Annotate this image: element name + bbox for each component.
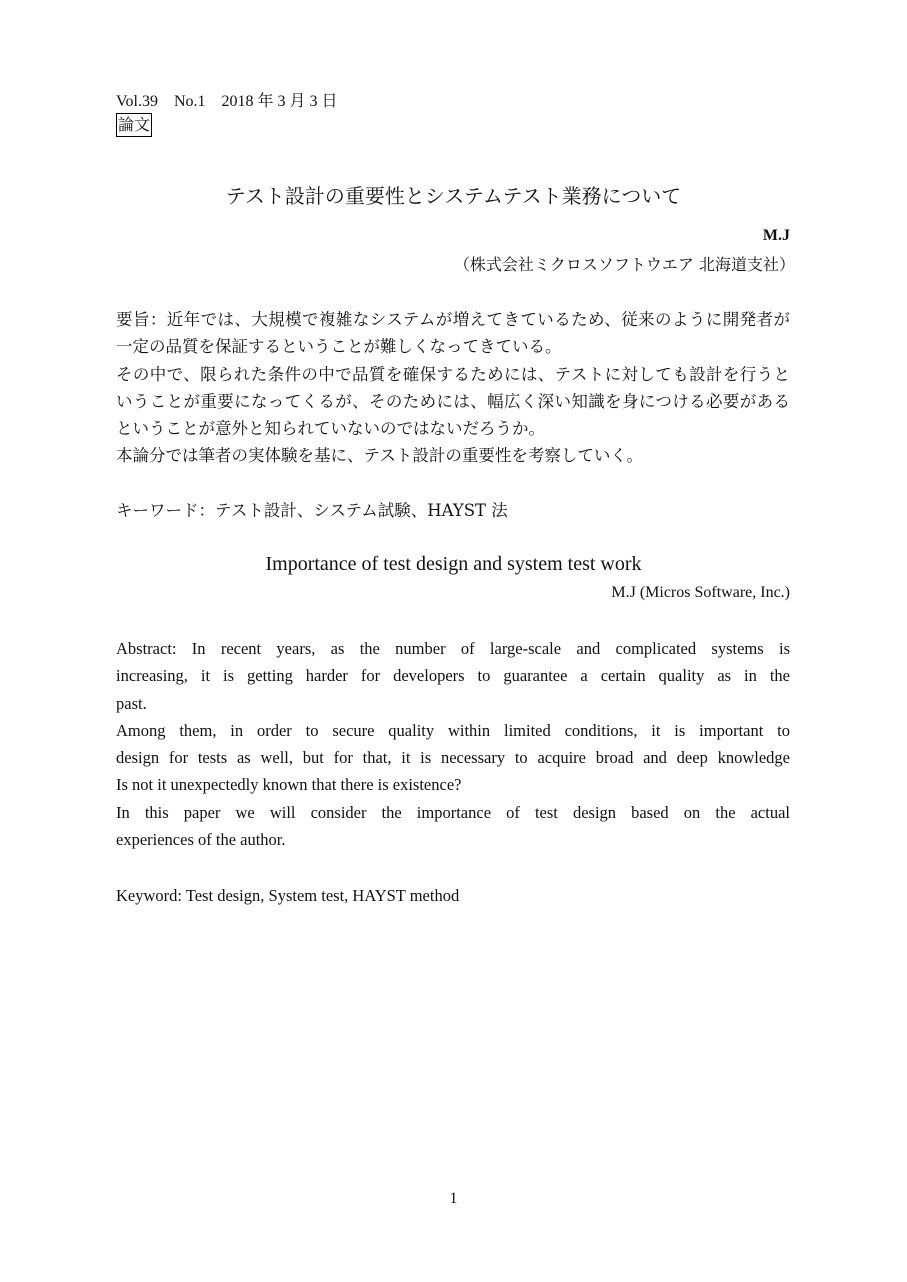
abstract-line: 要旨：近年では、大規模で複雑なシステムが増えてきているため、従来のように開発者が xyxy=(116,310,790,329)
abstract-line: design for tests as well, but for that, it is necessary to acquire broad and deep knowledge xyxy=(116,748,790,768)
japanese-author: M.J xyxy=(762,227,790,244)
english-author: M.J (Micros Software, Inc.) xyxy=(611,584,790,601)
english-title: Importance of test design and system test work xyxy=(265,553,642,575)
abstract-line: In this paper we will consider the importance of test design based on the actual xyxy=(116,802,790,822)
abstract-line: past. xyxy=(116,693,147,713)
english-keywords xyxy=(116,882,790,909)
abstract-line: Abstract: In recent years, as the number of large-scale and complicated systems is xyxy=(116,639,790,658)
japanese-affiliation: （株式会社ミクロスソフトウエア 北海道支社） xyxy=(453,255,795,274)
abstract-line: 本論分では筆者の実体験を基に、テスト設計の重要性を考察していく。 xyxy=(116,446,644,466)
abstract-line: increasing, it is getting harder for developers to guarantee a certain quality as in the xyxy=(116,666,790,686)
english-abstract xyxy=(116,635,790,853)
abstract-line: ということが意外と知られていないのではないだろうか。 xyxy=(116,419,545,439)
keywords-line: Keyword: Test design, System test, HAYST method xyxy=(116,886,460,905)
abstract-line: experiences of the author. xyxy=(116,830,286,850)
page-number: 1 xyxy=(449,1190,458,1207)
abstract-line: Is not it unexpectedly known that there is existence? xyxy=(116,775,462,795)
abstract-line: その中で、限られた条件の中で品質を確保するためには、テストに対しても設計を行うと xyxy=(116,364,790,384)
abstract-line: いうことが重要になってくるが、そのためには、幅広く深い知識を身につける必要がある xyxy=(116,391,790,411)
abstract-line: 一定の品質を保証するということが難しくなってきている。 xyxy=(116,337,562,357)
category-label: 論文 xyxy=(116,113,152,137)
japanese-abstract xyxy=(116,306,790,470)
japanese-keywords xyxy=(116,497,790,524)
keywords-line: キーワード：テスト設計、システム試験、HAYST 法 xyxy=(116,501,508,520)
issue-header: Vol.39 No.1 2018 年 3 月 3 日 xyxy=(116,93,338,110)
japanese-title: テスト設計の重要性とシステムテスト業務について xyxy=(225,184,682,208)
abstract-line: Among them, in order to secure quality within limited conditions, it is important to xyxy=(116,720,790,740)
